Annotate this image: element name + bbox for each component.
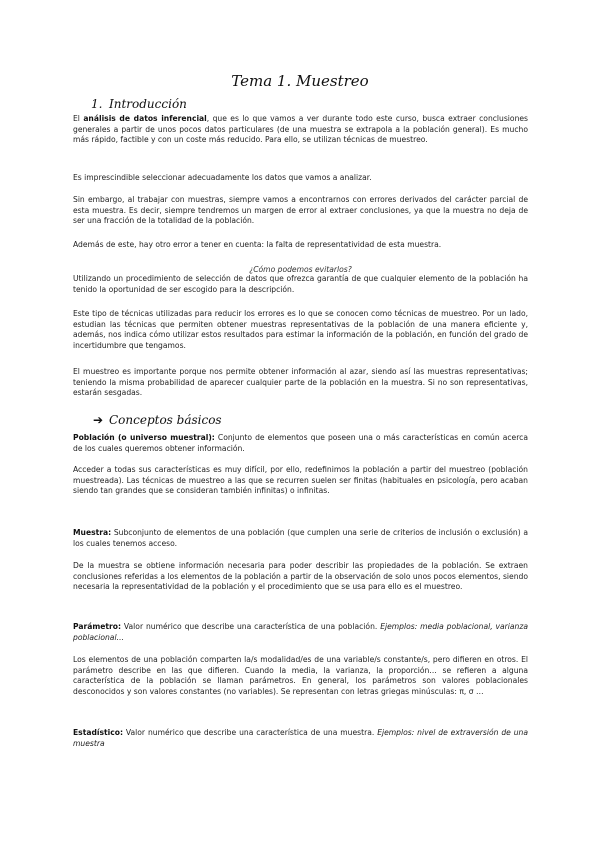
italic-example: Ejemplos: nivel de extraversión de una muestra: [73, 728, 528, 748]
bold-term: análisis de datos inferencial: [83, 114, 207, 123]
bold-term: Muestra:: [73, 528, 112, 537]
text-run: El: [73, 114, 84, 123]
paragraph-intro-7: El muestreo es importante porque nos permite obtener información al azar, siendo así las muestras representativas; teniendo la misma probabilidad de aparecer cualquier parte de la población en la muestra. Si no son representativas, estarán sesgadas.: [73, 367, 528, 398]
paragraph-intro-3: Sin embargo, al trabajar con muestras, siempre vamos a encontrarnos con errores derivados del carácter parcial de esta muestra. Es decir, siempre tendremos un margen de error al extraer conclusiones, ya que la muestra no deja de ser una fracción de la totalidad de la población.: [73, 195, 528, 226]
text-run: Subconjunto de elementos de una población (que cumplen una serie de criterios de inclusión o exclusión) a los cuales tenemos acceso.: [73, 528, 528, 548]
paragraph-intro-6: Este tipo de técnicas utilizadas para reducir los errores es lo que se conocen como técnicas de muestreo. Por un lado, estudian las técnicas que permiten obtener muestras representativas de la población de una manera eficiente y, además, nos indica cómo utilizar estos resultados para estimar la información de la población, en función del grado de incertidumbre que tengamos.: [73, 309, 528, 350]
section-title: Conceptos básicos: [109, 413, 222, 427]
page-title: Tema 1. Muestreo: [231, 72, 369, 90]
arrow-icon: ➔: [93, 413, 104, 427]
bold-term: Estadístico:: [73, 728, 124, 737]
paragraph-parametro-2: Los elementos de una población comparten la/s modalidad/es de una variable/s constante/s, pero difieren en otros. El parámetro describe en las que difieren. Cuando la media, la varianza, la proporción… se refieren a alguna característica de la población se llaman parámetros. En general, los parámetros son valores poblacionales desconocidos y son valores constantes (no variables). Se representan con letras griegas minúsculas: π, σ …: [73, 655, 528, 696]
text-run: , que es lo que vamos a ver durante todo este curso, busca extraer conclusiones generales a partir de unos pocos datos particulares (de una muestra se extrapola a la población general). Es mucho más rápido, factible y con un coste más reducido. Para ello, se utilizan técnicas de muestreo.: [73, 114, 529, 145]
paragraph-intro-1: [73, 114, 528, 146]
definition-estadistico: [73, 728, 528, 749]
paragraph-muestra-2: De la muestra se obtiene información necesaria para poder describir las propiedades de la población. Se extraen conclusiones referidas a los elementos de la población a partir de la observación de solo unos pocos elementos, siendo necesaria la representatividad de la población y el procedimiento que se usa para ello es el muestreo.: [73, 561, 528, 592]
section-heading-introduccion: [91, 97, 187, 111]
paragraph-intro-5: Utilizando un procedimiento de selección de datos que ofrezca garantía de que cualquier elemento de la población ha tenido la oportunidad de ser escogido para la descripción.: [73, 274, 528, 294]
section-heading-conceptos: [93, 413, 222, 427]
paragraph-poblacion-2: Acceder a todas sus características es muy difícil, por ello, redefinimos la población a partir del muestreo (población muestreada). Las técnicas de muestreo a las que se recurren suelen ser finitas (habituales en psicología, pero acaban siendo tan grandes que se consideran también infinitas) o infinitas.: [73, 465, 528, 496]
definition-poblacion: [73, 433, 528, 454]
text-run: Conjunto de elementos que poseen una o más características en común acerca de los cuales queremos obtener información.: [73, 433, 528, 453]
italic-example: Ejemplos: media poblacional, varianza poblacional…: [73, 622, 529, 642]
definition-parametro: [73, 622, 528, 643]
paragraph-intro-2: Es imprescindible seleccionar adecuadamente los datos que vamos a analizar.: [73, 173, 372, 182]
section-title: Introducción: [109, 97, 187, 111]
bold-term: Población (o universo muestral):: [73, 433, 215, 442]
question-line: ¿Cómo podemos evitarlos?: [249, 265, 352, 274]
text-run: Valor numérico que describe una característica de una población.: [121, 622, 381, 631]
definition-muestra: [73, 528, 528, 549]
paragraph-intro-4: Además de este, hay otro error a tener en cuenta: la falta de representatividad de esta muestra.: [73, 240, 442, 249]
text-run: Valor numérico que describe una característica de una muestra.: [123, 728, 378, 737]
section-number: 1.: [91, 97, 103, 111]
bold-term: Parámetro:: [73, 622, 122, 631]
